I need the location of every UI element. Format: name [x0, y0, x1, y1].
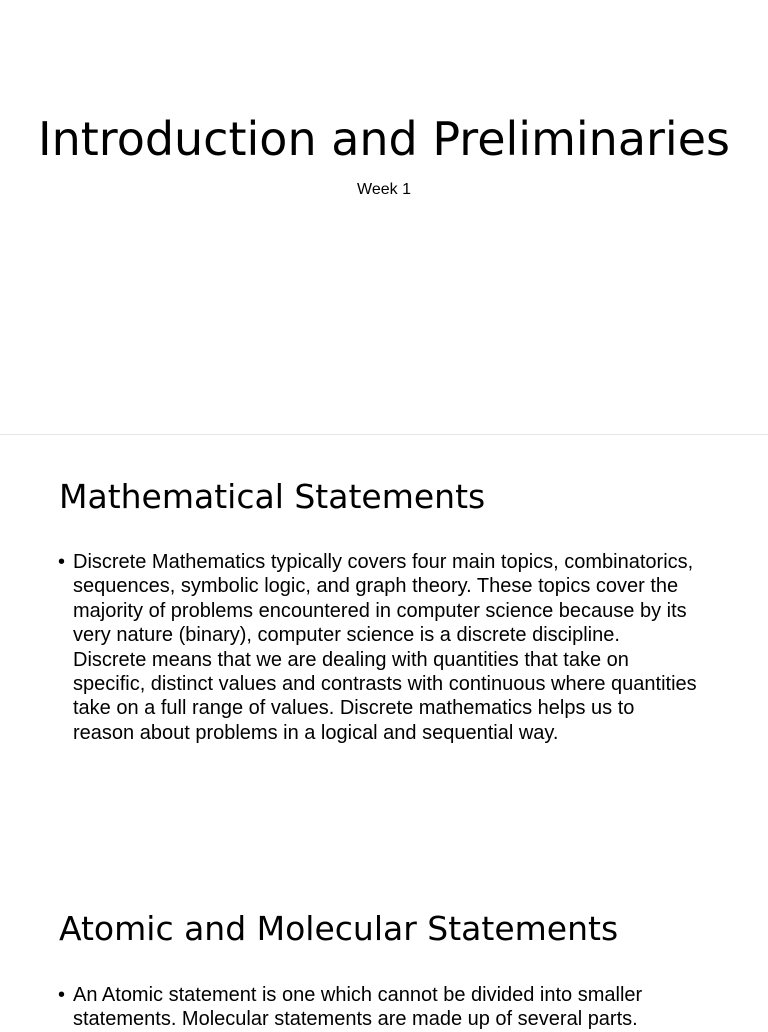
bullet-item [58, 983, 698, 1032]
slide-heading: Mathematical Statements [59, 477, 486, 516]
slide-mathematical-statements [0, 435, 768, 869]
bullet-list [58, 983, 698, 1032]
bullet-icon: • [58, 551, 66, 573]
slide-heading: Atomic and Molecular Statements [59, 909, 619, 948]
bullet-text: An Atomic statement is one which cannot be divided into smaller statements. Molecular statements are made up of several parts. [73, 984, 643, 1031]
bullet-item [58, 550, 698, 745]
bullet-list [58, 550, 698, 745]
slide-atomic-molecular-statements [0, 870, 768, 1031]
presentation-title: Introduction and Preliminaries [38, 112, 730, 166]
presentation-subtitle: Week 1 [357, 181, 411, 198]
bullet-icon: • [58, 984, 66, 1006]
bullet-text: Discrete Mathematics typically covers four main topics, combinatorics, sequences, symbolic logic, and graph theory. These topics cover the majority of problems encountered in computer science because by its very nature (binary), computer science is a discrete discipline. Discrete means that we are dealing with quantities that take on specific, distinct values and contrasts with continuous where quantities take on a full range of values. Discrete mathematics helps us to reason about problems in a logical and sequential way. [73, 551, 697, 744]
title-slide [0, 0, 768, 435]
title-block [0, 114, 768, 200]
